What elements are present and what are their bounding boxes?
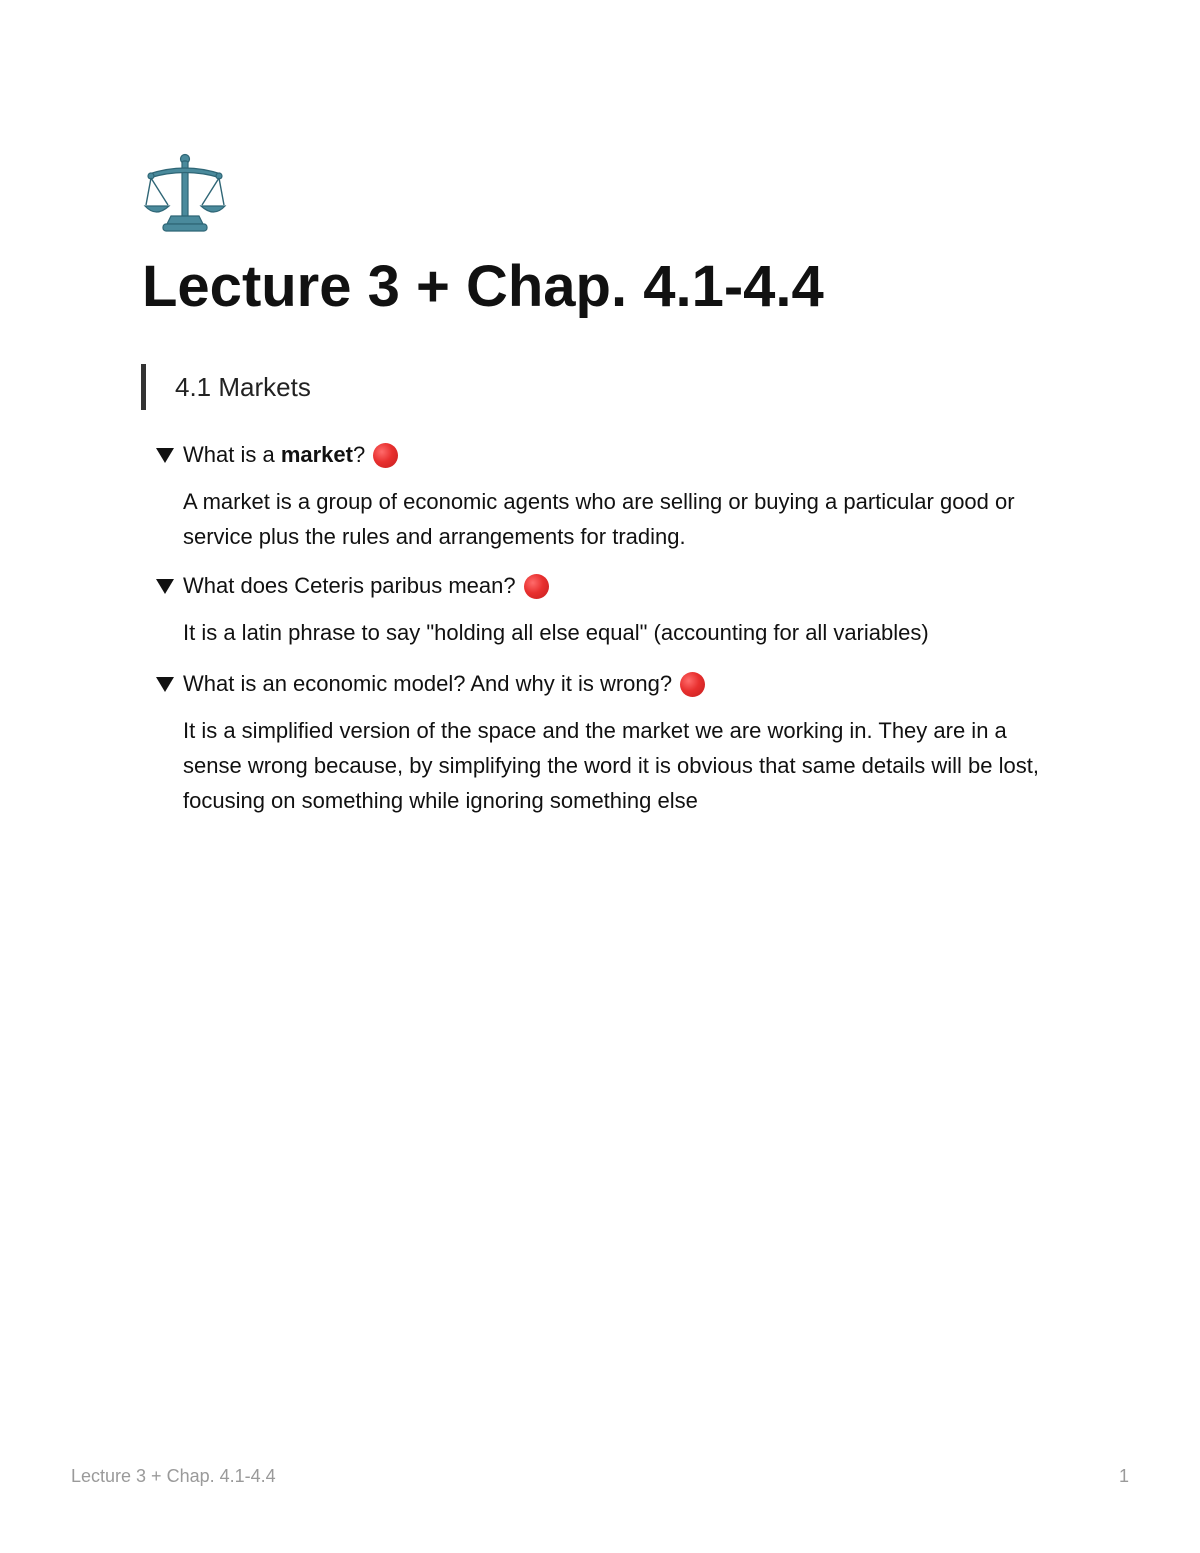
toggle-question: What does Ceteris paribus mean? <box>183 573 516 598</box>
toggle-question: What is a market? <box>183 442 366 467</box>
red-circle-icon <box>680 672 705 697</box>
toggle-answer: A market is a group of economic agents who are selling or buying a particular good or service plus the rules and arrangements for trading. <box>183 489 1015 549</box>
red-circle-icon <box>524 574 549 599</box>
toggle-triangle-icon[interactable] <box>156 448 174 463</box>
toggle-question: What is an economic model? And why it is wrong? <box>183 671 673 696</box>
toggle-answer: It is a latin phrase to say "holding all else equal" (accounting for all variables) <box>183 620 929 645</box>
footer-title: Lecture 3 + Chap. 4.1-4.4 <box>71 1466 276 1486</box>
red-circle-icon <box>373 443 398 468</box>
toggle-header[interactable] <box>156 568 1056 604</box>
callout-text: 4.1 Markets <box>175 371 311 402</box>
section-callout <box>141 364 311 410</box>
toggle-item <box>156 666 1056 813</box>
toggle-triangle-icon[interactable] <box>156 579 174 594</box>
toggle-header[interactable] <box>156 437 1056 473</box>
balance-scale-icon <box>143 152 227 234</box>
toggle-item <box>156 437 1056 549</box>
toggle-answer: It is a simplified version of the space and the market we are working in. They are in a sense wrong because, by simplifying the word it is obvious that same details will be lost, focusing on something while ignoring something else <box>183 718 1039 813</box>
toggle-triangle-icon[interactable] <box>156 677 174 692</box>
toggle-header[interactable] <box>156 666 1056 702</box>
toggle-item <box>156 568 1056 645</box>
footer-page-number: 1 <box>1118 1466 1129 1486</box>
page-title: Lecture 3 + Chap. 4.1-4.4 <box>142 254 824 319</box>
